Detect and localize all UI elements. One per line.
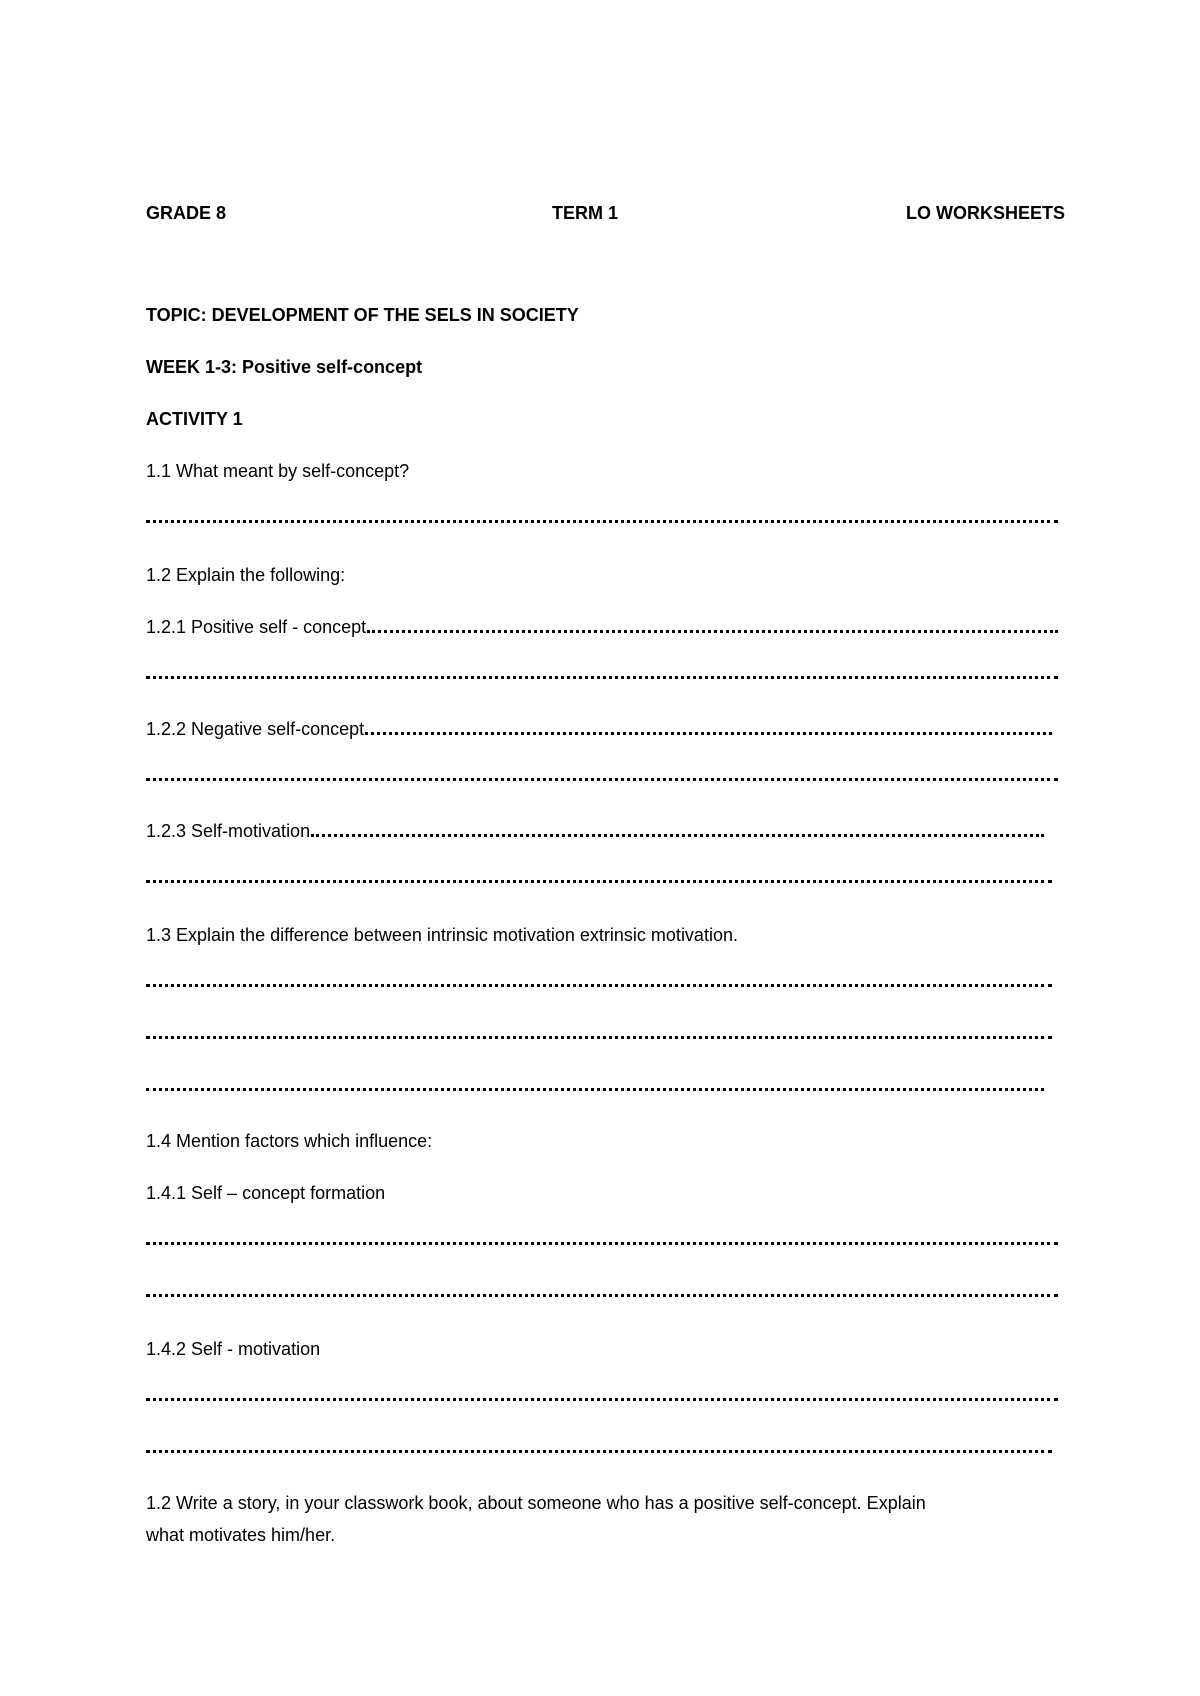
answer-line [146,1084,1044,1091]
answer-line [146,1446,1052,1453]
answer-line [367,630,1058,633]
answer-line [311,834,1044,837]
question-1-2-2: 1.2.2 Negative self-concept [146,719,365,739]
answer-line [146,1032,1052,1039]
answer-line [146,876,1052,883]
activity-heading: ACTIVITY 1 [146,409,243,429]
question-1-3: 1.3 Explain the difference between intrinsic motivation extrinsic motivation. [146,925,738,945]
answer-line [146,672,1058,679]
question-1-2-2-row [146,716,1052,740]
question-1-2-1: 1.2.1 Positive self - concept [146,617,367,637]
question-1-1: 1.1 What meant by self-concept? [146,461,410,481]
question-1-4-2: 1.4.2 Self - motivation [146,1339,321,1359]
header-grade: GRADE 8 [146,203,227,223]
question-1-2: 1.2 Explain the following: [146,565,346,585]
question-1-2-3: 1.2.3 Self-motivation [146,821,311,841]
answer-line [146,1394,1058,1401]
answer-line [146,1290,1058,1297]
header-term: TERM 1 [552,203,619,223]
answer-line [146,516,1058,523]
question-1-2-3-row [146,818,1044,842]
question-story-line-1: 1.2 Write a story, in your classwork book, about someone who has a positive self-concept. Explain [146,1493,926,1513]
answer-line [365,732,1052,735]
topic-heading: TOPIC: DEVELOPMENT OF THE SELS IN SOCIETY [146,305,579,325]
week-heading: WEEK 1-3: Positive self-concept [146,357,423,377]
question-story-line-2: what motivates him/her. [146,1525,336,1545]
question-1-2-1-row [146,614,1058,638]
answer-line [146,774,1058,781]
question-1-4-1: 1.4.1 Self – concept formation [146,1183,386,1203]
answer-line [146,1238,1058,1245]
header-subject: LO WORKSHEETS [906,203,1066,223]
question-1-4: 1.4 Mention factors which influence: [146,1131,433,1151]
answer-line [146,980,1052,987]
